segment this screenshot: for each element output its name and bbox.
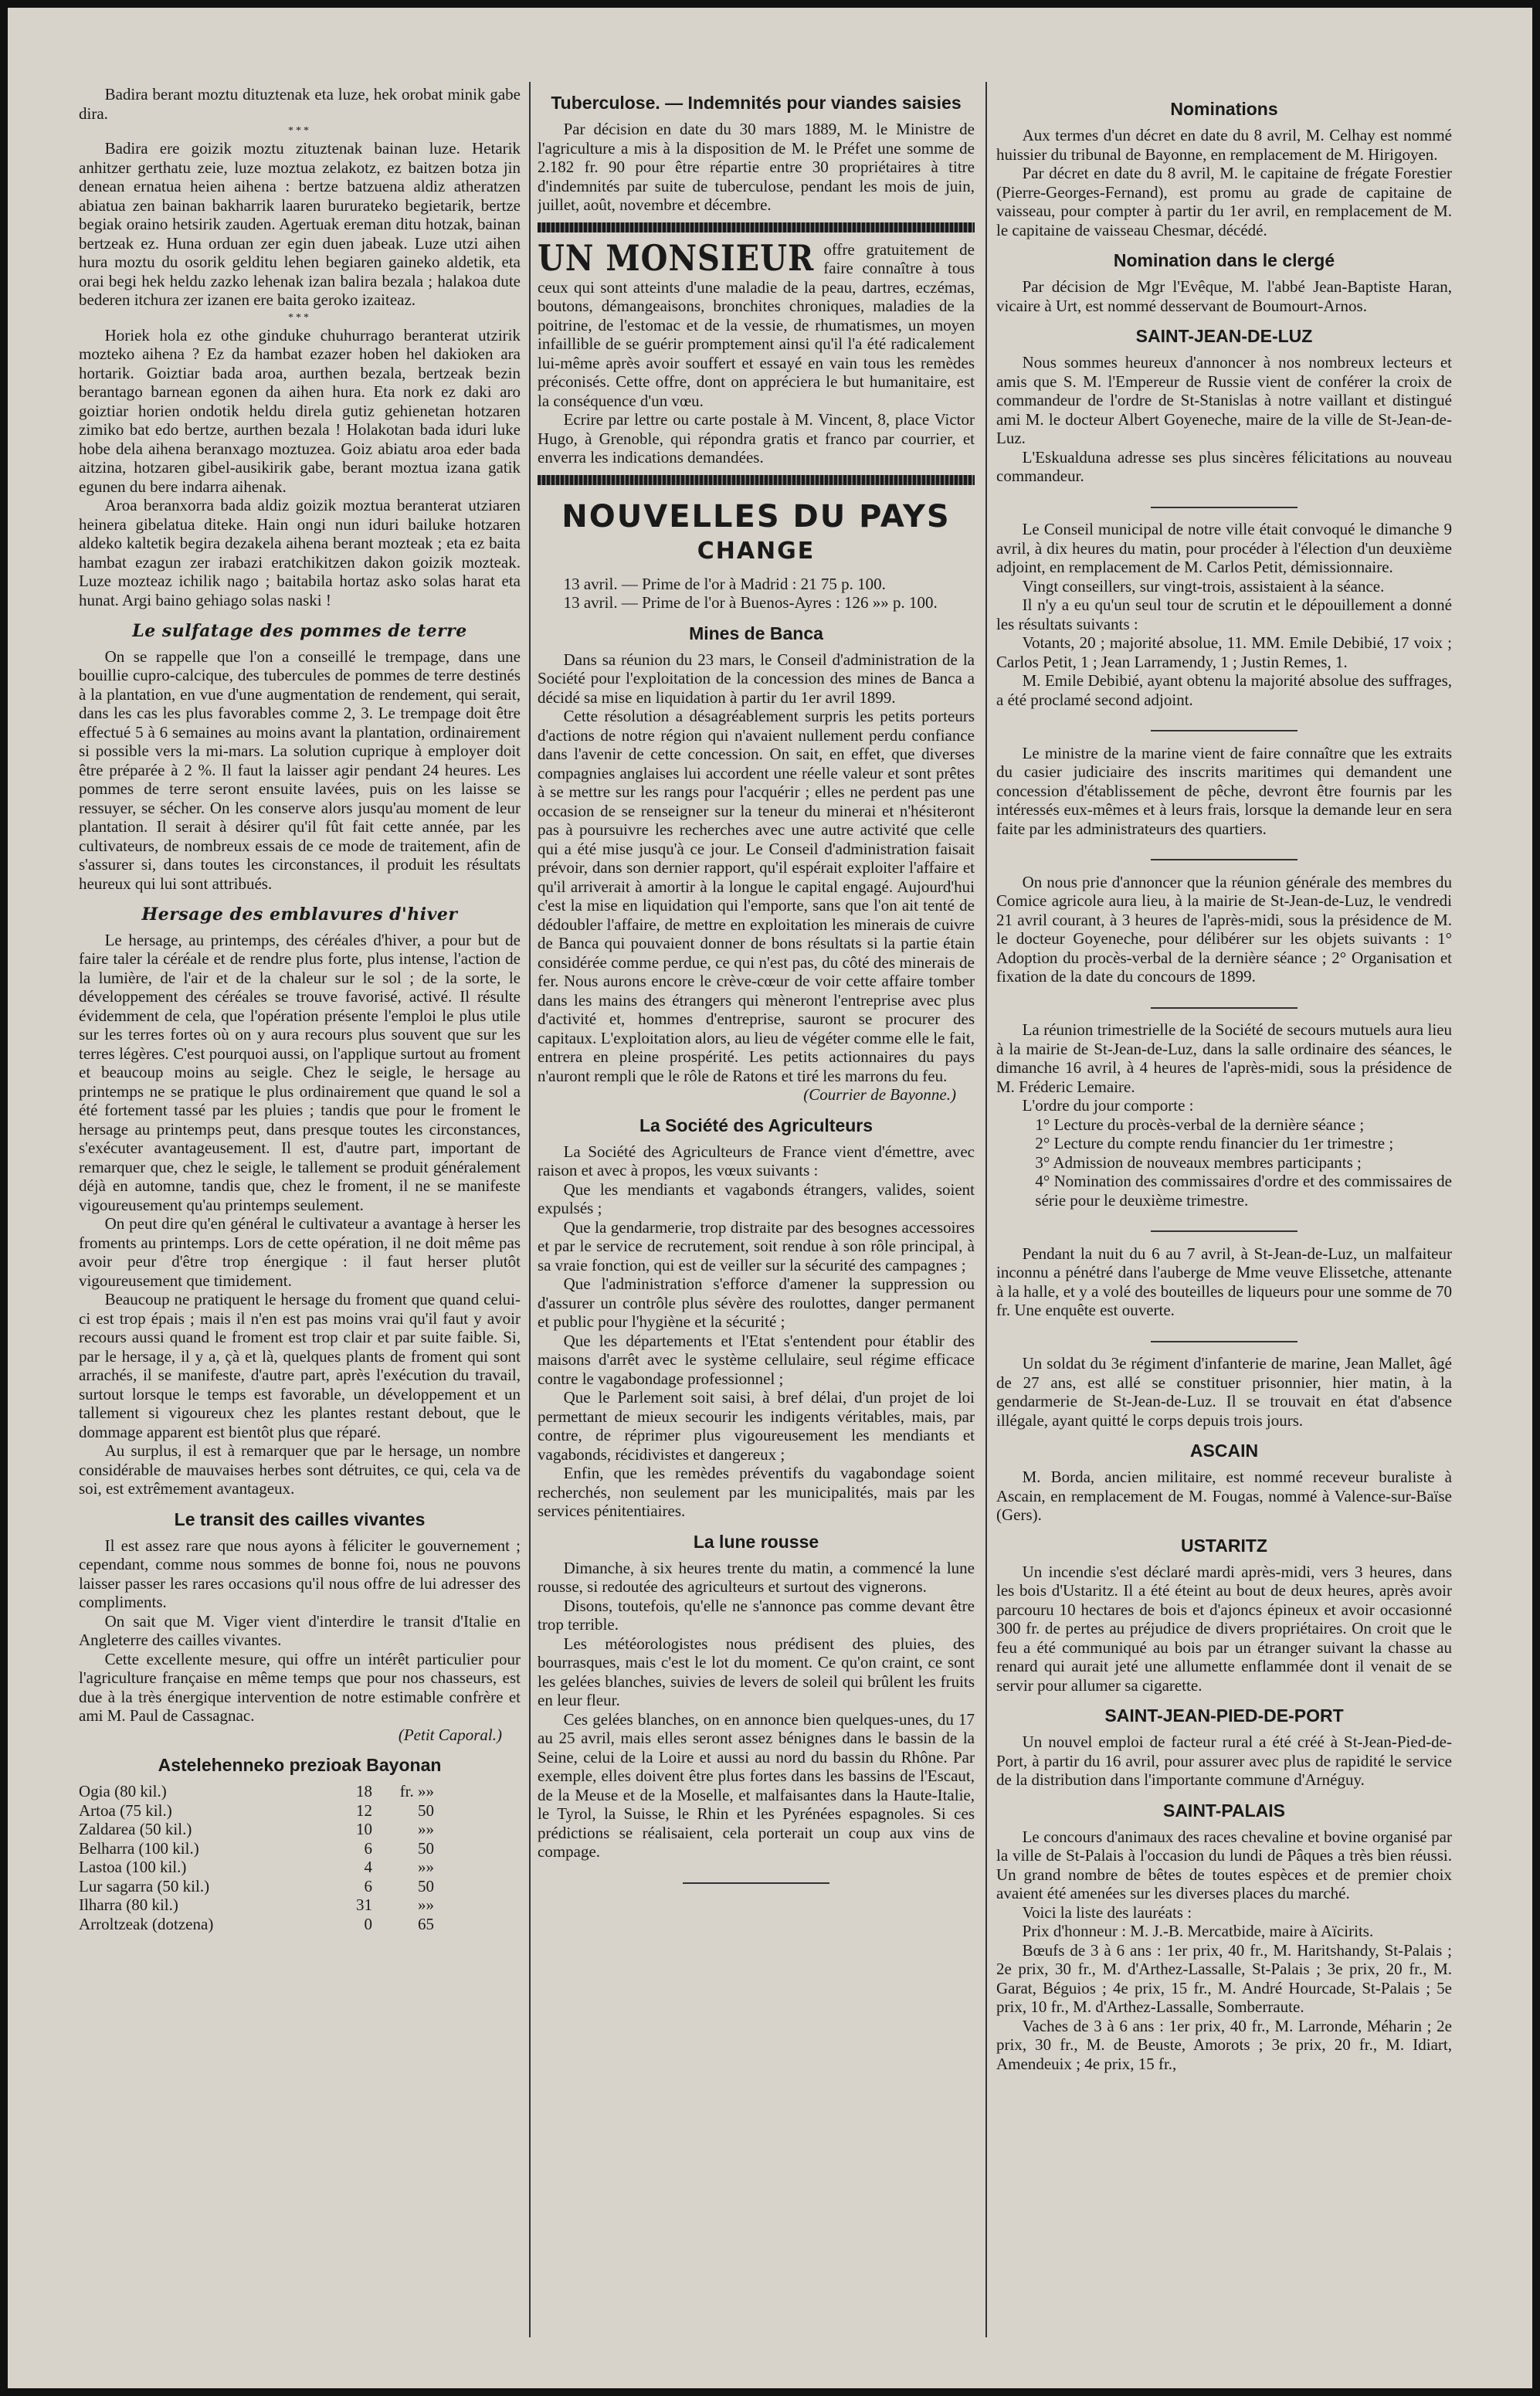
column-rule bbox=[529, 82, 531, 2337]
short-rule bbox=[996, 1328, 1452, 1347]
price-cents: 50 bbox=[418, 1800, 434, 1820]
town-heading: SAINT-JEAN-DE-LUZ bbox=[1135, 326, 1313, 346]
paragraph: Ecrire par lettre ou carte postale à M. Vincent, 8, place Victor Hugo, à Grenoble, qui répondra gratis et franco par courrier, et enverra les indications demandées. bbox=[538, 410, 975, 467]
paragraph: Votants, 20 ; majorité absolue, 11. MM. Emile Debibié, 17 voix ; Carlos Petit, 1 ; Jean Larramendy, 1 ; Justin Remes, 1. bbox=[996, 633, 1452, 671]
newspaper-page bbox=[8, 8, 1532, 2388]
ornamental-band bbox=[538, 475, 975, 485]
price-item: Belharra (100 kil.) bbox=[79, 1838, 199, 1858]
price-item: Artoa (75 kil.) bbox=[79, 1800, 172, 1820]
paragraph: offre gratuitement de faire connaître à tous ceux qui sont atteints d'une maladie de la peau, dartres, eczémas, boutons, démangeaisons, bronchites chroniques, maladies de la poitrine, de l'estomac et de la vessie, de rhumatismes, un moyen infaillible de se guérir promptement ainsi qu'il l'a été radicalement lui-même après avoir souffert et essayé en vain tous les remèdes préconisés. Cette offre, dont on appréciera le but humanitaire, est la conséquence d'un vœu. bbox=[538, 239, 975, 410]
column-rule bbox=[985, 82, 987, 2337]
article-title: Le sulfatage des pommes de terre bbox=[132, 621, 467, 641]
price-cents: 50 bbox=[418, 1876, 434, 1895]
paragraph: Un incendie s'est déclaré mardi après-midi, vers 3 heures, dans les bois d'Ustaritz. Il a été éteint au bout de deux heures, après avoir parcouru 10 hectares de bois et d'ajoncs épineux et avoir occasionné 300 fr. de pertes au préjudice de divers propriétaires. On croit que le feu a été communiqué au bois par un étranger suivant la chasse au renard qui aurait jeté une allumette enflammée dont il venait de se servir pour allumer sa cigarette. bbox=[996, 1562, 1452, 1695]
source-credit: (Petit Caporal.) bbox=[398, 1725, 502, 1744]
paragraph: Bœufs de 3 à 6 ans : 1er prix, 40 fr., M. Haritshandy, St-Palais ; 2e prix, 30 fr., M. d'Arthez-Lassalle, St-Palais ; 3e prix, 20 fr., M. Garat, Béguios ; 4e prix, 15 fr., M. André Hourcade, St-Palais ; 5e prix, 10 fr., M. d'Arthez-Lassalle, Somberraute. bbox=[996, 1940, 1452, 2016]
price-cents: 65 bbox=[418, 1914, 434, 1933]
agenda-item: 2° Lecture du compte rendu financier du 1er trimestre ; bbox=[1035, 1134, 1394, 1152]
paragraph: Disons, toutefois, qu'elle ne s'annonce pas comme devant être trop terrible. bbox=[538, 1596, 975, 1634]
paragraph: Par décision de Mgr l'Evêque, M. l'abbé Jean-Baptiste Haran, vicaire à Urt, est nommé desservant de Boumourt-Arnos. bbox=[996, 277, 1452, 315]
paragraph: La réunion trimestrielle de la Société de secours mutuels aura lieu à la mairie de St-Jean-de-Luz, dans la salle ordinaire des séances, le dimanche 16 avril, à 4 heures de l'après-midi, sous la présidence de M. Fréderic Lemaire. bbox=[996, 1020, 1452, 1096]
short-rule bbox=[996, 994, 1452, 1013]
price-value: 6 bbox=[364, 1876, 372, 1895]
article-title: Le transit des cailles vivantes bbox=[174, 1509, 426, 1529]
price-row bbox=[79, 1877, 521, 1896]
paragraph: L'Eskualduna adresse ses plus sincères félicitations au nouveau commandeur. bbox=[996, 447, 1452, 485]
price-cents: »» bbox=[418, 1820, 434, 1838]
price-value: 18 bbox=[356, 1782, 372, 1800]
article-title: La lune rousse bbox=[693, 1531, 819, 1552]
paragraph: Badira ere goizik moztu zituztenak bainan luze. Hetarik anhitzer gerthatu zeie, luze moztua zelakotz, ez baitzen botza jin denean ernatua heien aihena : bertze batzuena aldiz atheratzen abiatua zen bainan bakharrik laaren bururateko begietarik, bertze begiak oraino hetsirik zauden. Agertuak ereman ditu hotzak, bainan bertzeak ez. Huna orduan zer egin duen jabeak. Luze utzi aihen hura moztu du osorik gelditu lehen begiaren gaineko aldetik, eta orai begi hek heldu zazko lehenak izan balira bezala ; halakoa dute bederen itchura zer izanen ere baita geroko izaiteaz. bbox=[79, 139, 521, 309]
price-value: 4 bbox=[364, 1858, 372, 1876]
town-heading: SAINT-JEAN-PIED-DE-PORT bbox=[1104, 1705, 1344, 1726]
price-row bbox=[79, 1820, 521, 1839]
price-cents: »» bbox=[418, 1858, 434, 1876]
agenda-item: 4° Nomination des commissaires d'ordre et des commissaires de série pour le deuxième trimestre. bbox=[1035, 1172, 1452, 1210]
separator-stars: *** bbox=[288, 125, 311, 137]
paragraph: Par décret en date du 8 avril, M. le capitaine de frégate Forestier (Pierre-Georges-Fernand), est promu au grade de capitaine de vaisseau, pour compter à partir du 1er avril, en remplacement de M. le capitaine de vaisseau Chesmar, décédé. bbox=[996, 164, 1452, 239]
paragraph: Vingt conseillers, sur vingt-trois, assistaient à la séance. bbox=[1022, 576, 1385, 596]
end-rule bbox=[538, 1869, 975, 1889]
price-row bbox=[79, 1858, 521, 1877]
section-title: NOUVELLES DU PAYS bbox=[561, 498, 951, 535]
article-title: Tuberculose. — Indemnités pour viandes saisies bbox=[551, 93, 962, 113]
paragraph: Les météorologistes nous prédisent des pluies, des bourrasques, mais c'est le lot du moment. Ce qu'on craint, ce sont les gelées blanches, suivies de levers de soleil qui brûlent les fruits en leur fleur. bbox=[538, 1634, 975, 1709]
agenda-item: 1° Lecture du procès-verbal de la dernière séance ; bbox=[1035, 1115, 1365, 1134]
article-title: La Société des Agriculteurs bbox=[639, 1115, 873, 1135]
agenda-item: 3° Admission de nouveaux membres participants ; bbox=[1035, 1152, 1362, 1172]
paragraph: On peut dire qu'en général le cultivateur a avantage à herser les froments au printemps. Lors de cette opération, il ne doit même pas avoir peur d'être trop énergique : il faut herser plutôt vigoureusement que timidement. bbox=[79, 1214, 521, 1290]
paragraph: La Société des Agriculteurs de France vient d'émettre, avec raison et avec à propos, les vœux suivants : bbox=[538, 1142, 975, 1179]
paragraph: Beaucoup ne pratiquent le hersage du froment que quand celui-ci est trop épais ; mais il n'en est pas moins vrai qu'il faut y avoir recours aussi quand le froment est trop clair et par suite faible. Si, par le hersage, il y a, çà et là, quelques plants de froment qui sont arrachés, il se manifeste, d'autre part, après l'exécution du travail, surtout lorsque le temps est favorable, un développement et un tallement si vigoureux chez les plantes restant debout, que le dommage apparent est bientôt plus que réparé. bbox=[79, 1290, 521, 1441]
paragraph: Badira berant moztu dituztenak eta luze, hek orobat minik gabe dira. bbox=[79, 85, 521, 123]
short-rule bbox=[996, 846, 1452, 865]
paragraph: Horiek hola ez othe ginduke chuhurrago beranterat utzirik mozteko aihena ? Ez da hambat ezazer hoben hel dakioken ara hortarik. Goiztiar bada aroa, aurthen bezala, bertzeak bezin berantago barnean egonen da aihen hura. Eta nork ez daki aro goiztiar horien ondotik heldu direla gutiz gehienetan hotzaren zimiko bat edo bertze, aurthen bezala ! Holakotan bada iduri luke hobe dela aihena beranxago moztuzea. Goiz abiatu aroa eder bada aitzina, hotzaren gibel-ausikirik gabe, berant moztua izana gatik egunen du bere indarra aihenak. bbox=[79, 325, 521, 496]
paragraph: Il est assez rare que nous ayons à féliciter le gouvernement ; cependant, comme nous sommes de bonne foi, nous ne pouvons laisser passer les rares occasions qu'il nous offre de lui adresser des compliments. bbox=[79, 1536, 521, 1611]
paragraph: Dans sa réunion du 23 mars, le Conseil d'administration de la Société pour l'exploitation de la concession des mines de Banca a décidé sa mise en liquidation à partir du 1er avril 1899. bbox=[538, 650, 975, 707]
price-value: 0 bbox=[364, 1914, 372, 1933]
separator-stars: *** bbox=[288, 311, 311, 324]
town-heading: USTARITZ bbox=[1180, 1535, 1267, 1556]
paragraph: Que l'administration s'efforce d'amener la suppression ou d'assurer un contrôle plus sévère des roulottes, danger permanent et public pour l'hygiène et la sécurité ; bbox=[538, 1274, 975, 1331]
short-rule bbox=[996, 494, 1452, 513]
paragraph: Cette excellente mesure, qui offre un intérêt particulier pour l'agriculture française en même temps que pour nos chasseurs, est due à la très énergique intervention de notre estimable confrère et ami M. Paul de Cassagnac. bbox=[79, 1649, 521, 1725]
paragraph: Que les mendiants et vagabonds étrangers, valides, soient expulsés ; bbox=[538, 1179, 975, 1217]
price-item: Lur sagarra (50 kil.) bbox=[79, 1876, 210, 1895]
paragraph: Pendant la nuit du 6 au 7 avril, à St-Jean-de-Luz, un malfaiteur inconnu a pénétré dans l'auberge de Mme veuve Elissetche, attenante à la halle, et y a volé des bouteilles de liqueurs pour une somme de 70 fr. Une enquête est ouverte. bbox=[996, 1244, 1452, 1319]
paragraph: Que le Parlement soit saisi, à bref délai, d'un projet de loi permettant de mieux secourir les indigents véritables, mais, par contre, de réprimer plus vigoureusement les mendiants et vagabonds, récidivistes et dangereux ; bbox=[538, 1388, 975, 1464]
price-row bbox=[79, 1782, 521, 1801]
paragraph: Voici la liste des lauréats : bbox=[1022, 1902, 1192, 1922]
paragraph: M. Emile Debibié, ayant obtenu la majorité absolue des suffrages, a été proclamé second adjoint. bbox=[996, 671, 1452, 709]
paragraph: Aroa beranxorra bada aldiz goizik moztua beranterat utziaren heinera gibelatua diteke. Hain ongi nun iduri bailuke hotzaren aldeko kaltetik begira dezakela aihena berant mozteak ; eta ez baita hambat ezagun zer irabazi eratchikitzen dakon goizik mozteak. Luze mozteaz ichilik nago ; baitabila hortaz asko solas harat eta hunat. Argi baino gehiago solas naski ! bbox=[79, 496, 521, 609]
paragraph: Ces gelées blanches, on en annonce bien quelques-unes, du 17 au 25 avril, mais elles seront assez bénignes dans le bassin de la Seine, celui de la Loire et aussi au nord du bassin du Rhône. Par exemple, elles doivent être plus fortes dans les bassins de l'Escaut, de la Meuse et de la Moselle, et malfaisantes dans la Haute-Italie, le Tyrol, la Suisse, le Rhin et les Pyrénées espagnoles. Si ces prédictions se réalisaient, cela porterait un coup aux vins de compage. bbox=[538, 1709, 975, 1861]
column-middle bbox=[538, 93, 975, 2342]
price-item: Zaldarea (50 kil.) bbox=[79, 1820, 192, 1838]
paragraph: 13 avril. — Prime de l'or à Madrid : 21 75 p. 100. bbox=[563, 574, 886, 593]
price-item: Lastoa (100 kil.) bbox=[79, 1858, 187, 1876]
paragraph: On sait que M. Viger vient d'interdire le transit d'Italie en Angleterre des cailles vivantes. bbox=[79, 1611, 521, 1649]
price-value: 6 bbox=[364, 1838, 372, 1858]
column-right bbox=[996, 99, 1452, 2342]
short-rule bbox=[996, 1217, 1452, 1237]
price-value: 12 bbox=[356, 1800, 372, 1820]
article-title: Astelehenneko prezioak Bayonan bbox=[158, 1755, 442, 1775]
source-credit: (Courrier de Bayonne.) bbox=[803, 1085, 956, 1104]
price-row bbox=[79, 1839, 521, 1858]
paragraph: Nous sommes heureux d'annoncer à nos nombreux lecteurs et amis que S. M. l'Empereur de Russie vient de conférer la croix de commandeur de l'ordre de St-Stanislas à notre vaillant et distingué ami M. le docteur Albert Goyeneche, maire de la ville de St-Jean-de-Luz. bbox=[996, 353, 1452, 447]
town-heading: SAINT-PALAIS bbox=[1162, 1800, 1286, 1821]
paragraph: Le ministre de la marine vient de faire connaître que les extraits du casier judiciaire des inscrits maritimes qui demandent une concession d'établissement de pêche, devront être fournis par les intéressés eux-mêmes et à leurs frais, lorsque la demande leur en sera faite par les administrateurs des quartiers. bbox=[996, 743, 1452, 838]
paragraph: Le hersage, au printemps, des céréales d'hiver, a pour but de faire taler la céréale et de rendre plus forte, plus intense, l'action de la lumière, de l'air et de la chaleur sur le sol ; de la sorte, le développement des céréales se trouve favorisé, activé. Il résulte évidemment de cela, que l'opération présente l'emploi le plus utile sur les terres fortes où on y aura recours plus souvent que sur les terres légères. C'est pourquoi aussi, on l'applique surtout au froment et beaucoup moins au seigle. Chez le seigle, le hersage au printemps ne se pratique le plus ordinairement que quand le sol a été fortement tassé par les pluies ; tandis que pour le froment le hersage au printemps peut, dans presque toutes les circonstances, s'exécuter avantageusement. Il est, d'autre part, important de remarquer que, chez le seigle, le tallement se produit généralement déjà en automne, tandis que, chez le froment, il ne se manifeste vigoureusement qu'au printemps seulement. bbox=[79, 930, 521, 1214]
ad-headline: UN MONSIEUR bbox=[538, 236, 815, 279]
paragraph: Aux termes d'un décret en date du 8 avril, M. Celhay est nommé huissier du tribunal de Bayonne, en remplacement de M. Hirigoyen. bbox=[996, 126, 1452, 164]
paragraph: M. Borda, ancien militaire, est nommé receveur buraliste à Ascain, en remplacement de M. Fougas, nommé à Valence-sur-Baïse (Gers). bbox=[996, 1468, 1452, 1524]
paragraph: L'ordre du jour comporte : bbox=[1022, 1096, 1194, 1115]
price-value: 10 bbox=[356, 1820, 372, 1838]
paragraph: On se rappelle que l'on a conseillé le trempage, dans une bouillie cupro-calcique, des tubercules de pommes de terre destinés à la plantation, en vue d'une augmentation de rendement, qui serait, dans les cas les plus favorables comme 2, 3. Le trempage doit être effectué 5 à 6 semaines au moins avant la plantation, ordinairement si possible vers la mi-mars. La solution cuprique à employer doit être préparée à 2 %. Il faut la laisser agir pendant 24 heures. Les pommes de terre seront ensuite lavées, puis on les laisse se ressuyer, se sécher. On les conserve alors jusqu'au moment de leur plantation. Il serait à désirer qu'il fût fait cette année, par les cultivateurs, de nombreux essais de ce mode de traitement, afin de s'assurer si, dans toutes les circonstances, il produit les résultats heureux qui lui sont attribués. bbox=[79, 647, 521, 893]
price-value: 31 bbox=[356, 1895, 372, 1914]
price-row bbox=[79, 1915, 521, 1934]
price-row bbox=[79, 1801, 521, 1821]
ornamental-band bbox=[538, 222, 975, 232]
article-title: Hersage des emblavures d'hiver bbox=[141, 904, 458, 925]
paragraph: Par décision en date du 30 mars 1889, M. le Ministre de l'agriculture a mis à la disposition de M. le Préfet une somme de 2.182 fr. 90 pour être répartie entre 30 propriétaires à titre d'indemnités par suite de tuberculose, pendant les mois de juin, juillet, août, novembre et décembre. bbox=[538, 120, 975, 214]
paragraph: Dimanche, à six heures trente du matin, a commencé la lune rousse, si redoutée des agriculteurs et surtout des vignerons. bbox=[538, 1558, 975, 1596]
paragraph: 13 avril. — Prime de l'or à Buenos-Ayres : 126 »» p. 100. bbox=[563, 593, 938, 612]
paragraph: Au surplus, il est à remarquer que par le hersage, un nombre considérable de mauvaises herbes sont détruites, ce qui, cela va de soi, est extrêmement avantageux. bbox=[79, 1441, 521, 1498]
paragraph: Le Conseil municipal de notre ville était convoqué le dimanche 9 avril, à dix heures du matin, pour procéder à l'élection d'un deuxième adjoint, en remplacement de M. Carlos Petit, démissionnaire. bbox=[996, 520, 1452, 576]
paragraph: Enfin, que les remèdes préventifs du vagabondage soient recherchés, non seulement par les municipalités, mais par les services pénitentiaires. bbox=[538, 1464, 975, 1520]
article-title: Nominations bbox=[1170, 99, 1278, 119]
paragraph: Que les départements et l'Etat s'entendent pour établir des maisons d'arrêt avec le système cellulaire, seul régime efficace contre le vagabondage professionnel ; bbox=[538, 1331, 975, 1388]
price-row bbox=[79, 1895, 521, 1915]
price-item: Arroltzeak (dotzena) bbox=[79, 1914, 214, 1933]
paragraph: Un soldat du 3e régiment d'infanterie de marine, Jean Mallet, âgé de 27 ans, est allé se constituer prisonnier, hier matin, à la gendarmerie de St-Jean-de-Luz. Il se trouvait en état d'absence illégale, ayant quitté le corps depuis trois jours. bbox=[996, 1354, 1452, 1430]
paragraph: Un nouvel emploi de facteur rural a été créé à St-Jean-Pied-de-Port, à partir du 16 avril, pour assurer avec plus de rapidité le service de la distribution dans l'importante commune d'Arnéguy. bbox=[996, 1733, 1452, 1789]
paragraph: Prix d'honneur : M. J.-B. Mercatbide, maire à Aïcirits. bbox=[1022, 1922, 1374, 1940]
price-cents: fr. »» bbox=[399, 1782, 434, 1800]
paragraph: Que la gendarmerie, trop distraite par des besognes accessoires et par le service de recrutement, soit rendue à son rôle principal, à sa vraie fonction, qui est de veiller sur la sécurité des campagnes ; bbox=[538, 1217, 975, 1274]
price-table bbox=[79, 1782, 521, 1933]
short-rule bbox=[996, 717, 1452, 736]
price-cents: 50 bbox=[418, 1838, 434, 1858]
price-item: Ogia (80 kil.) bbox=[79, 1782, 167, 1800]
advertisement bbox=[538, 236, 975, 467]
section-subtitle: CHANGE bbox=[697, 537, 816, 565]
article-title: Nomination dans le clergé bbox=[1113, 250, 1335, 270]
paragraph: Le concours d'animaux des races chevaline et bovine organisé par la ville de St-Palais à l'occasion du lundi de Pâques a très bien réussi. Un grand nombre de bêtes de toutes espèces et de premier choix avaient été amenées sur les diverses places du marché. bbox=[996, 1827, 1452, 1902]
town-heading: ASCAIN bbox=[1189, 1441, 1259, 1461]
paragraph: Vaches de 3 à 6 ans : 1er prix, 40 fr., M. Larronde, Méharin ; 2e prix, 30 fr., M. de Beuste, Amorots ; 3e prix, 20 fr., M. Idiart, Amendeuix ; 4e prix, 15 fr., bbox=[996, 2016, 1452, 2073]
paragraph: On nous prie d'annoncer que la réunion générale des membres du Comice agricole aura lieu, à la mairie de St-Jean-de-Luz, le vendredi 21 avril courant, à 3 heures de l'après-midi, sous la présidence de M. le docteur Goyeneche, pour délibérer sur les objets suivants : 1° Adoption du procès-verbal de la dernière séance ; 2° Organisation et fixation de la date du concours de 1899. bbox=[996, 872, 1452, 986]
column-left bbox=[79, 85, 521, 2342]
article-title: Mines de Banca bbox=[689, 623, 823, 643]
price-cents: »» bbox=[418, 1895, 434, 1914]
price-item: Ilharra (80 kil.) bbox=[79, 1895, 178, 1914]
paragraph: Il n'y a eu qu'un seul tour de scrutin et le dépouillement a donné les résultats suivants : bbox=[996, 596, 1452, 633]
paragraph: Cette résolution a désagréablement surpris les petits porteurs d'actions de notre région qui n'avaient nullement perdu confiance dans l'avenir de cette concession. On sait, en effet, que diverses compagnies anglaises lui accordent une réelle valeur et sont prêtes à se mettre sur les rangs pour l'acquérir ; elles ne perdent pas une occasion de se renseigner sur la teneur du minerai et n'hésiteront pas à poursuivre les recherches avec une autre activité que celle qui a été mise jusqu'à ce jour. Le Conseil d'administration faisait prévoir, dans son dernier rapport, qu'il espérait exploiter l'affaire et qu'il arriverait à amortir à la longue le capital engagé. Aujourd'hui c'est la mise en liquidation qui l'emporte, sans que l'on ait tenté de dédoubler l'affaire, de mettre en exploitation les minerais de cuivre de Banca qui pouvaient donner de bons résultats si la partie étain considérée comme perdue, ce qui n'est pas, du côté des minerais de fer. Nous aurons encore le crève-cœur de voir cette affaire tomber dans les mains des étrangers qui mèneront l'entreprise avec plus d'activité et, hommes d'entreprise, sauront se procurer des capitaux. L'exploitation alors, au lieu de végéter comme elle le fait, entrera en pleine prospérité. Les petits actionnaires du pays n'auront rempli que le rôle de Ratons et tiré les marrons du feu. bbox=[538, 707, 975, 1085]
